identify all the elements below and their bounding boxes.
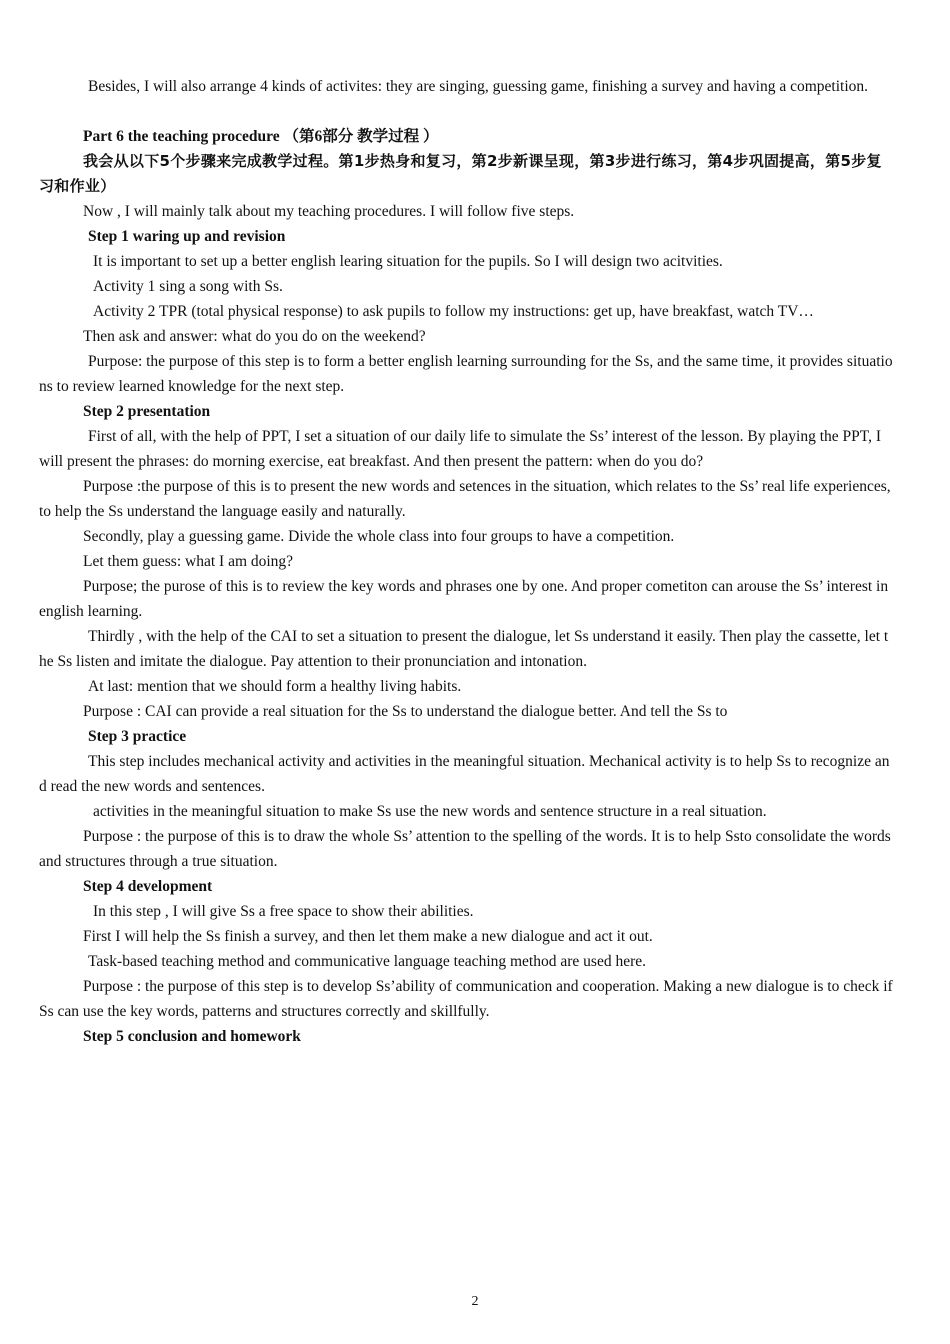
paragraph-activity-1: Activity 1 sing a song with Ss. [93,278,283,295]
paragraph-step3-activities: activities in the meaningful situation to make Ss use the new words and sentence structure in a real situation. [93,803,767,820]
paragraph-chinese-overview: 我会从以下5个步骤来完成教学过程。第1步热身和复习，第2步新课呈现，第3步进行练习，第4步巩固提高，第5步复习和作业） [39,152,882,195]
heading-step-3: Step 3 practice [88,728,187,745]
heading-step-5: Step 5 conclusion and homework [83,1028,301,1045]
paragraph-step4-purpose: Purpose : the purpose of this step is to develop Ss’ability of communication and cooperation. Making a new dialogue is to check if Ss can use the key words, patterns and structures correctly and skillfully. [39,978,893,1020]
paragraph-ask-answer: Then ask and answer: what do you do on the weekend? [83,328,426,345]
paragraph-step3-text: This step includes mechanical activity and activities in the meaningful situation. Mechanical activity is to help Ss to recognize and read the new words and sentences. [39,753,890,795]
paragraph-step2-purpose-3: Purpose : CAI can provide a real situation for the Ss to understand the dialogue better. And tell the Ss to [83,703,728,720]
paragraph-first-of-all: First of all, with the help of PPT, I set a situation of our daily life to simulate the Ss’ interest of the lesson. By playing the PPT, I will present the phrases: do morning exercise, eat breakfast. And then present the pattern: when do you do? [39,428,881,470]
blank-line [39,99,894,124]
heading-part-6 [39,124,894,149]
heading-step-2: Step 2 presentation [83,403,211,420]
page-number: 2 [471,1294,479,1309]
paragraph-step4-survey: First I will help the Ss finish a survey, and then let them make a new dialogue and act it out. [83,928,653,945]
paragraph-secondly: Secondly, play a guessing game. Divide the whole class into four groups to have a competition. [83,528,675,545]
heading-step-4: Step 4 development [83,878,213,895]
paragraph-step4-text: In this step , I will give Ss a free space to show their abilities. [93,903,474,920]
paragraph-let-them-guess: Let them guess: what I am doing? [83,553,294,570]
document-page [39,74,894,1049]
paragraph-thirdly: Thirdly , with the help of the CAI to set a situation to present the dialogue, let Ss understand it easily. Then play the cassette, let the Ss listen and imitate the dialogue. Pay attention to their pronunciation and intonation. [39,628,889,670]
paragraph-step2-purpose-1: Purpose :the purpose of this is to present the new words and setences in the situation, which relates to the Ss’ real life experiences, to help the Ss understand the language easily and naturally. [39,478,891,520]
paragraph-intro: Now , I will mainly talk about my teaching procedures. I will follow five steps. [83,203,575,220]
paragraph-step3-purpose: Purpose : the purpose of this is to draw the whole Ss’ attention to the spelling of the words. It is to help Ssto consolidate the words and structures through a true situation. [39,828,891,870]
paragraph-at-last: At last: mention that we should form a healthy living habits. [88,678,462,695]
heading-part-6-text: Part 6 the teaching procedure （第6部分 教学过程 ） [83,128,439,145]
paragraph-step4-method: Task-based teaching method and communicative language teaching method are used here. [88,953,646,970]
paragraph-activity-2: Activity 2 TPR (total physical response) to ask pupils to follow my instructions: get up, have breakfast, watch TV… [93,303,814,320]
paragraph-step1-text: It is important to set up a better english learing situation for the pupils. So I will design two acitvities. [93,253,723,270]
paragraph-activities: Besides, I will also arrange 4 kinds of activites: they are singing, guessing game, finishing a survey and having a competition. [88,78,868,95]
paragraph-step1-purpose: Purpose: the purpose of this step is to form a better english learning surrounding for the Ss, and the same time, it provides situations to review learned knowledge for the next step. [39,353,893,395]
paragraph-step2-purpose-2: Purpose; the purose of this is to review the key words and phrases one by one. And proper cometiton can arouse the Ss’ interest in english learning. [39,578,889,620]
heading-step-1: Step 1 waring up and revision [88,228,286,245]
